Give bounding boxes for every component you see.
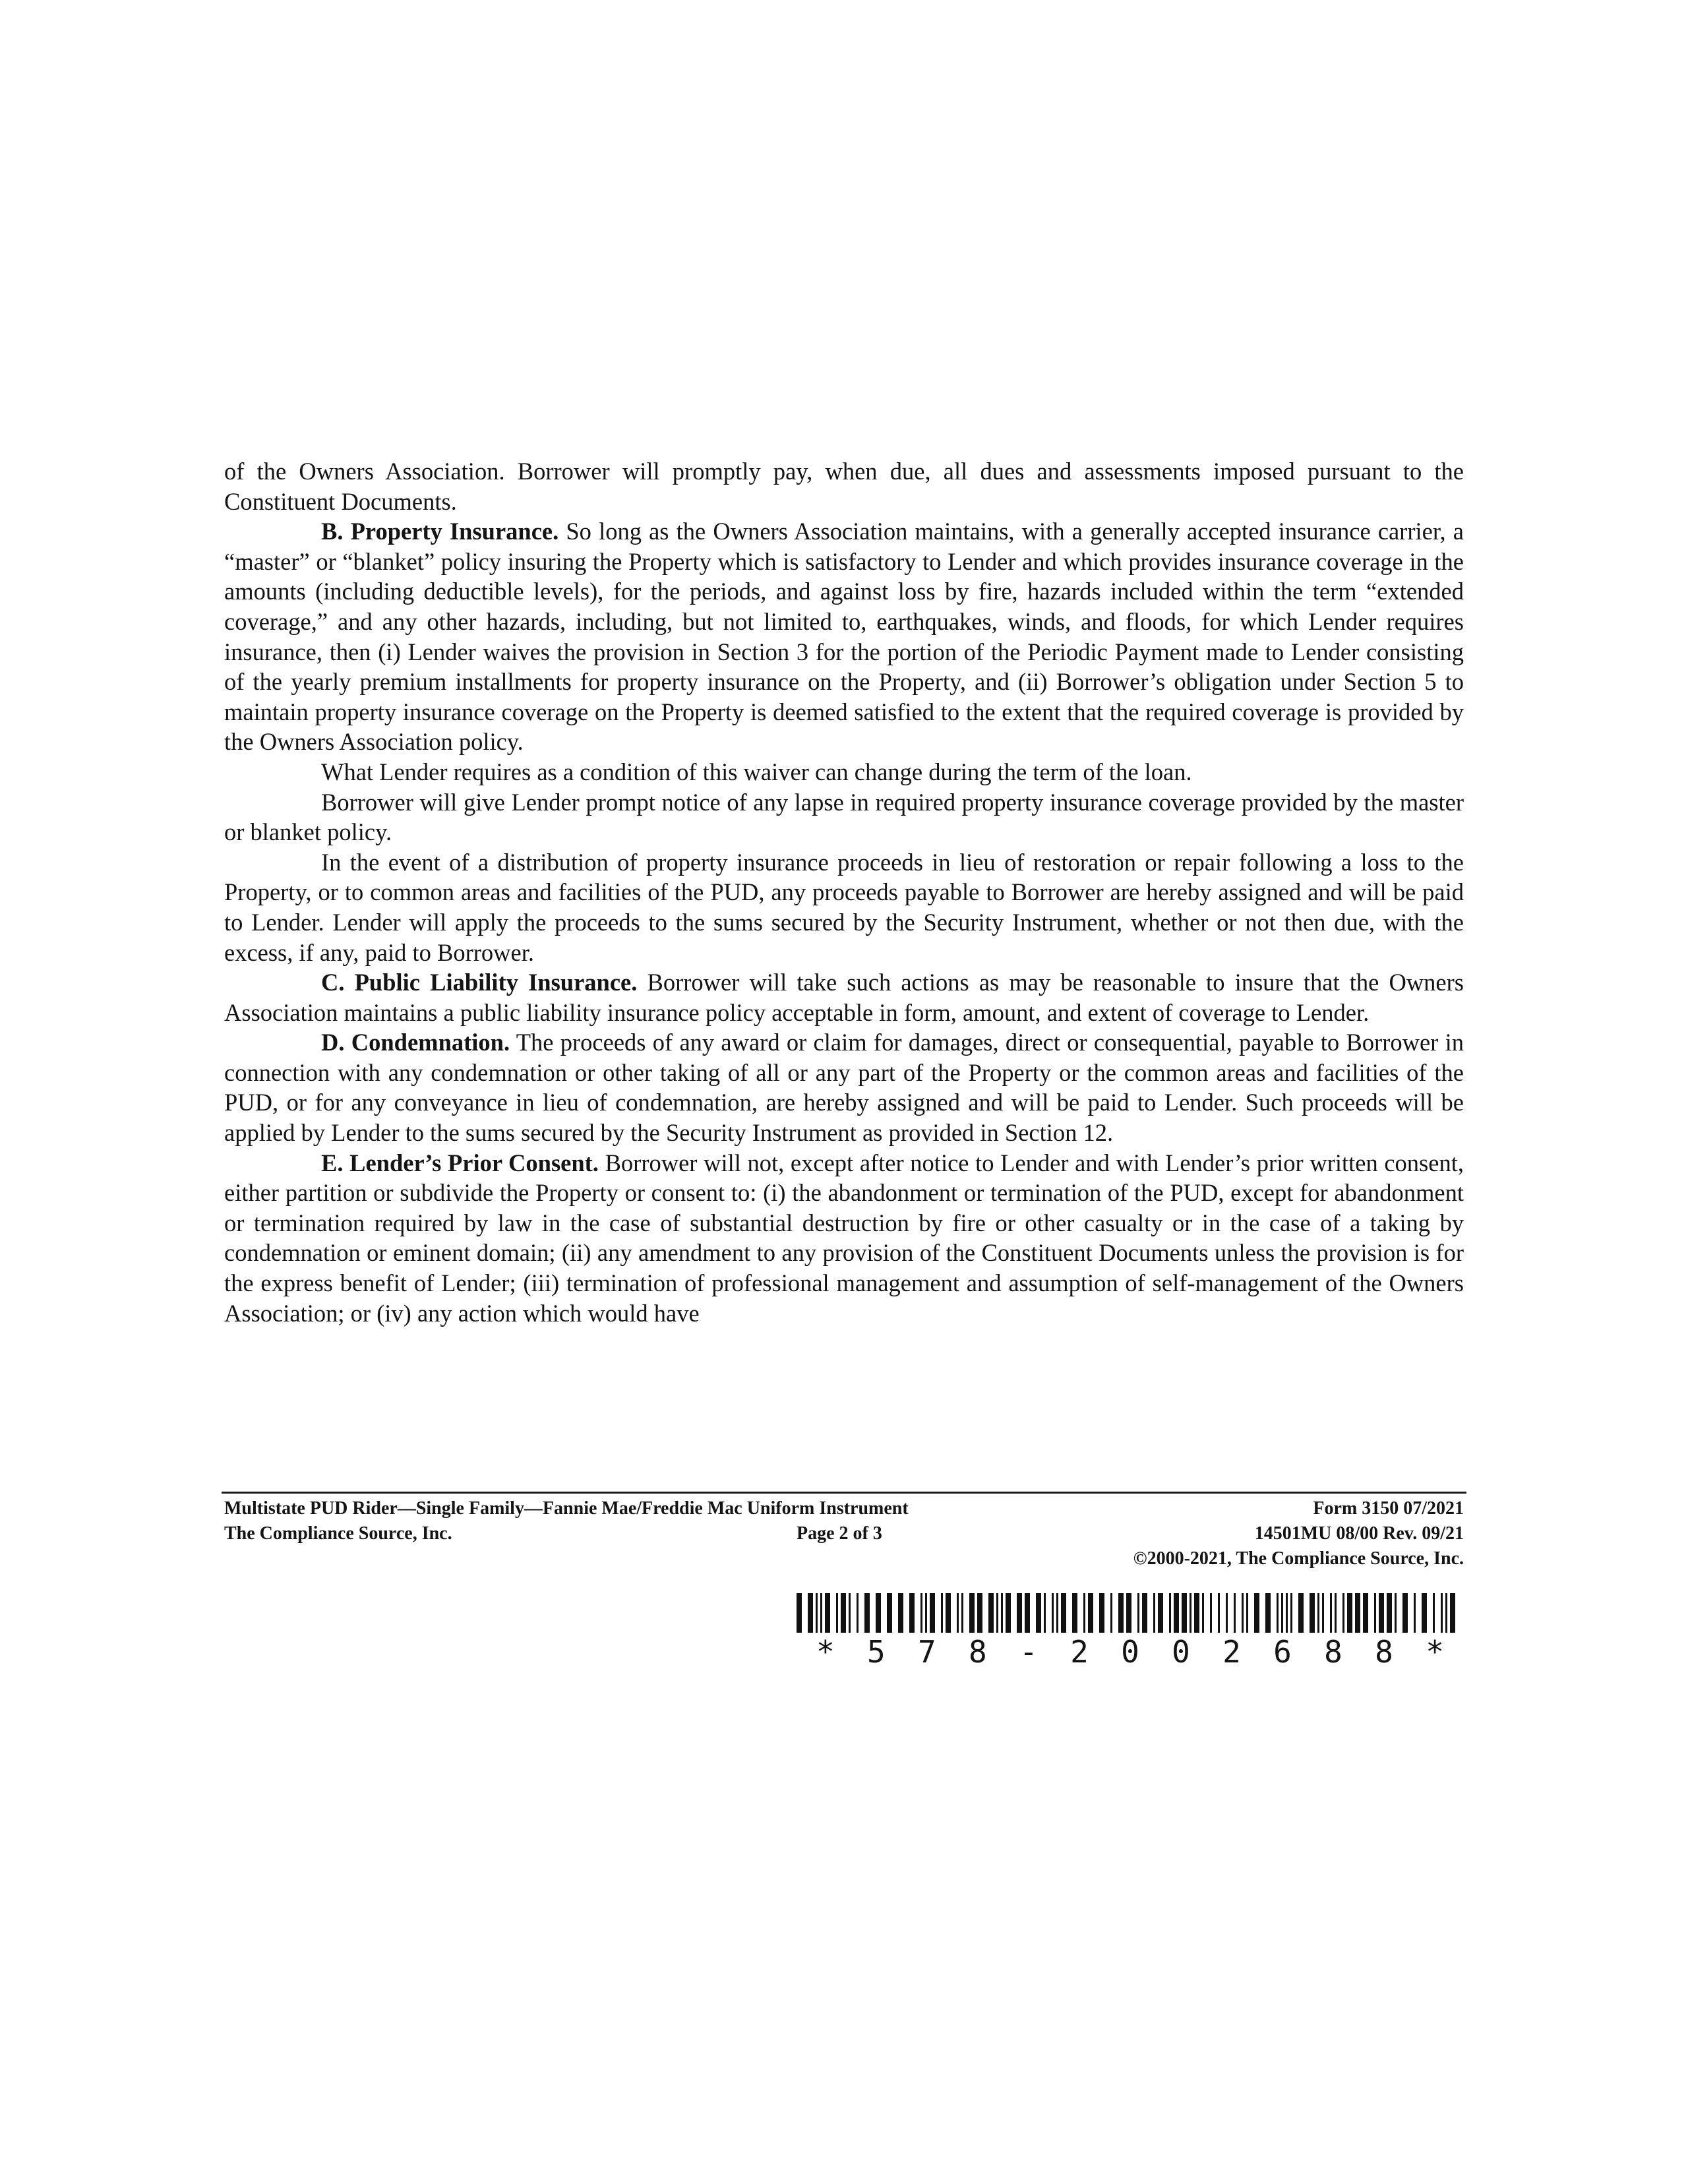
barcode-char: - <box>1019 1634 1038 1670</box>
paragraph-owners-association-dues <box>224 456 1464 516</box>
form-revision: 14501MU 08/00 Rev. 09/21 <box>1254 1523 1464 1544</box>
paragraph-lapse-notice <box>224 787 1464 847</box>
footer-divider <box>222 1492 1466 1494</box>
barcode-char: 7 <box>918 1634 936 1670</box>
barcode-char: 6 <box>1273 1634 1292 1670</box>
paragraph-waiver-condition <box>224 757 1464 787</box>
paragraph-text: In the event of a distribution of property insurance proceeds in lieu of restoration or repair following a loss to the Property, or to common areas and facilities of the PUD, any proceeds payable to Borrower are hereby assigned and will be paid to Lender. Lender will apply the proceeds to the sums secured by the Security Instrument, whether or not then due, with the excess, if any, paid to Borrower. <box>224 848 1464 966</box>
barcode-char: 8 <box>1375 1634 1393 1670</box>
paragraph-text: of the Owners Association. Borrower will promptly pay, when due, all dues and assessments imposed pursuant to the Constituent Documents. <box>224 458 1464 515</box>
barcode-char: * <box>816 1634 835 1670</box>
footer-row-2 <box>224 1523 1464 1544</box>
section-heading-c: C. Public Liability Insurance. <box>321 969 638 996</box>
barcode-char: 0 <box>1121 1634 1139 1670</box>
company-name: The Compliance Source, Inc. <box>224 1523 452 1544</box>
paragraph-condemnation <box>224 1027 1464 1147</box>
paragraph-text: The proceeds of any award or claim for damages, direct or consequential, payable to Borrower in connection with any condemnation or other taking of all or any part of the Property or the common areas and facilities of the PUD, or for any conveyance in lieu of condemnation, are hereby assigned and will be paid to Lender. Such proceeds will be applied by Lender to the sums secured by the Security Instrument as provided in Section 12. <box>224 1029 1464 1147</box>
paragraph-text: Borrower will not, except after notice to Lender and with Lender’s prior written consent, either partition or subdivide the Property or consent to: (i) the abandonment or termination of the PUD, except for abandonment or termination required by law in the case of substantial destruction by fire or other casualty or in the case of a taking by condemnation or eminent domain; (ii) any amendment to any provision of the Constituent Documents unless the provision is for the express benefit of Lender; (iii) termination of professional management and assumption of self-management of the Owners Association; or (iv) any action which would have <box>224 1149 1464 1327</box>
footer-row-3 <box>224 1548 1464 1569</box>
section-heading-d: D. Condemnation. <box>321 1029 510 1056</box>
section-heading-b: B. Property Insurance. <box>321 518 559 545</box>
paragraph-property-insurance <box>224 516 1464 757</box>
barcode-char: 0 <box>1172 1634 1190 1670</box>
paragraph-text: Borrower will give Lender prompt notice of any lapse in required property insurance coverage provided by the master or blanket policy. <box>224 788 1464 846</box>
form-title: Multistate PUD Rider—Single Family—Fannie Mae/Freddie Mac Uniform Instrument <box>224 1498 909 1519</box>
paragraph-text: What Lender requires as a condition of this waiver can change during the term of the loan. <box>321 758 1192 785</box>
barcode-char: 2 <box>1222 1634 1241 1670</box>
form-number: Form 3150 07/2021 <box>1313 1498 1464 1519</box>
barcode-human-readable <box>797 1634 1464 1670</box>
paragraph-insurance-proceeds <box>224 847 1464 967</box>
paragraph-lenders-prior-consent <box>224 1148 1464 1329</box>
barcode-char: * <box>1426 1634 1444 1670</box>
paragraph-text: So long as the Owners Association maintains, with a generally accepted insurance carrier, a “master” or “blanket” policy insuring the Property which is satisfactory to Lender and which provides insurance coverage in the amounts (including deductible levels), for the periods, and against loss by fire, hazards included within the term “extended coverage,” and any other hazards, including, but not limited to, earthquakes, winds, and floods, for which Lender requires insurance, then (i) Lender waives the provision in Section 3 for the portion of the Periodic Payment made to Lender consisting of the yearly premium installments for property insurance on the Property, and (ii) Borrower’s obligation under Section 5 to maintain property insurance coverage on the Property is deemed satisfied to the extent that the required coverage is provided by the Owners Association policy. <box>224 518 1464 756</box>
barcode-char: 8 <box>969 1634 987 1670</box>
document-body <box>224 456 1464 1328</box>
barcode-char: 8 <box>1324 1634 1342 1670</box>
barcode-char: 5 <box>867 1634 886 1670</box>
copyright: ©2000-2021, The Compliance Source, Inc. <box>1133 1548 1464 1569</box>
paragraph-text: Borrower will take such actions as may be reasonable to insure that the Owners Association maintains a public liability insurance policy acceptable in form, amount, and extent of coverage to Lender. <box>224 969 1464 1026</box>
footer-row-1 <box>224 1498 1464 1519</box>
section-heading-e: E. Lender’s Prior Consent. <box>321 1149 599 1176</box>
barcode-char: 2 <box>1070 1634 1089 1670</box>
barcode-bars <box>797 1593 1464 1633</box>
page-number: Page 2 of 3 <box>797 1523 882 1544</box>
paragraph-public-liability <box>224 967 1464 1027</box>
